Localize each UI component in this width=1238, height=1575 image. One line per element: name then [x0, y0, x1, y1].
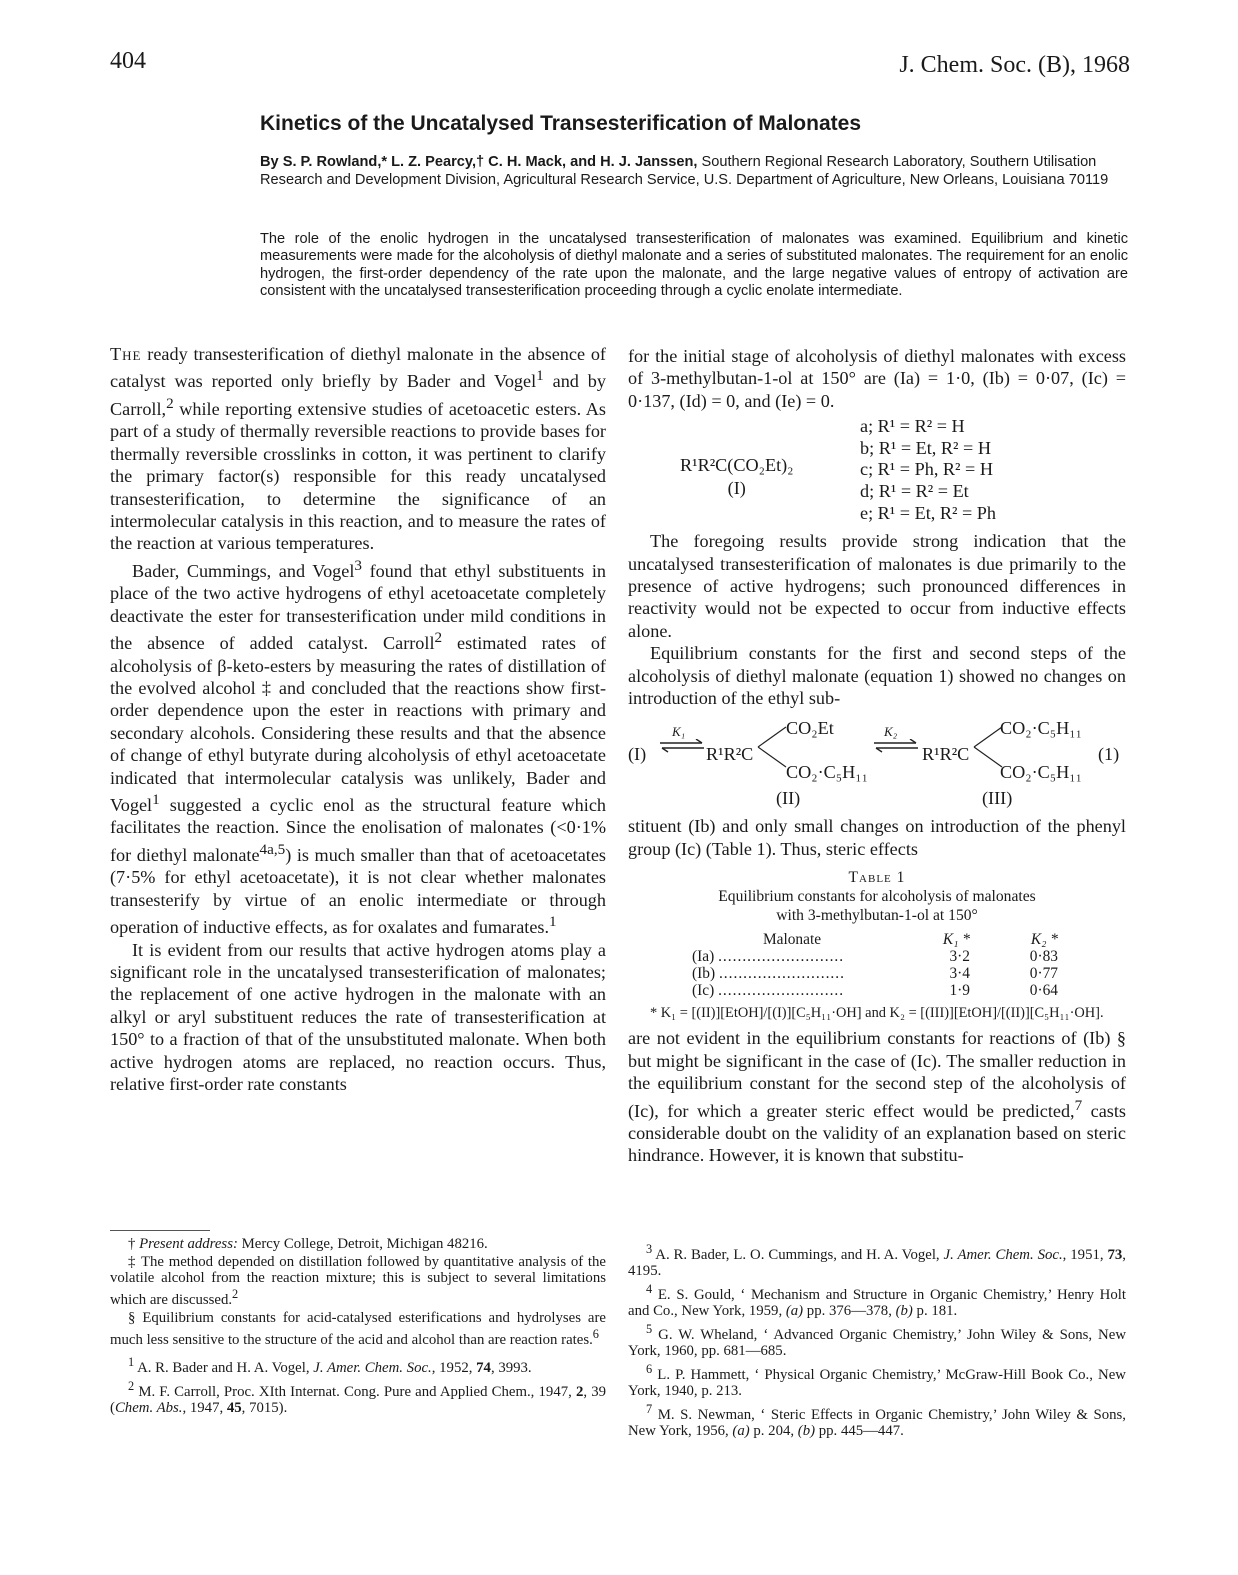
paragraph: It is evident from our results that active hydrogen atoms play a significant role in the uncatalysed transesterification of malonates; the replacement of one active hydrogen in the malonate with an alkyl or aryl substituent reduces the rate of transesterification at 150° to a fraction of that of the unsubstituted malonate. When both active hydrogen atoms are replaced, no reaction occurs. Thus, relative first-order rate constants — [110, 939, 606, 1095]
table-header-row — [688, 931, 1062, 948]
table-cell — [688, 982, 896, 999]
text: 45 — [226, 1399, 242, 1416]
ref-mark: 6 — [592, 1326, 599, 1341]
table-footnote: * K₁ = [(II)][EtOH]/[(I)][C₅H₁₁·OH] and K₂ = [(III)][EtOH]/[(II)][C₅H₁₁·OH]. — [650, 1005, 1104, 1022]
ref-number: 4 — [646, 1281, 653, 1296]
paragraph: Equilibrium constants for the first and second steps of the alcoholysis of diethyl malonate (equation 1) showed no changes on introduction of the ethyl sub- — [628, 643, 1126, 709]
structure-core: R¹R²C — [922, 744, 970, 765]
ref-mark: 2 — [434, 629, 443, 647]
substituent-top: CO₂Et — [786, 718, 834, 739]
text: E. S. Gould, ‘ Mechanism and Structure in Organic Chemistry,’ Henry Holt and Co., New York, 1959, — [628, 1286, 1126, 1319]
equilibrium-arrow-icon — [658, 739, 706, 753]
text: p. 204, — [749, 1422, 798, 1439]
paragraph — [628, 1027, 1126, 1167]
text: G. W. Wheland, ‘ Advanced Organic Chemistry,’ John Wiley & Sons, New York, 1960, pp. 681—685. — [628, 1326, 1126, 1359]
text: (a) — [732, 1422, 750, 1439]
leader-dots: .......................... — [718, 965, 845, 983]
data-table — [688, 931, 1062, 999]
paragraph: The foregoing results provide strong indication that the uncatalysed transesterification of malonates is due primarily to the presence of active hydrogens; such pronounced differences in reactivity would not be expected to occur from inductive effects alone. — [628, 531, 1126, 641]
text: while reporting extensive studies of acetoacetic esters. As part of a study of thermally reversible reactions to provide bases for thermally reversible crosslinks in cotton, it was pertinent to clarify the primary factor(s) responsible for this ready uncatalysed transesterification, to determine the significance of an intermolecular catalysis in this reaction, and to measure the rates of the reaction at various temperatures. — [110, 398, 606, 554]
column-header: K₁ * — [942, 931, 970, 949]
text: 2 — [575, 1383, 584, 1400]
reference — [110, 1378, 606, 1416]
equation-label: (I) — [628, 744, 647, 765]
ref-mark: 2 — [232, 1287, 239, 1301]
lead-word: The — [110, 344, 142, 364]
page-number: 404 — [110, 48, 146, 74]
ref-mark: 7 — [1074, 1096, 1083, 1114]
table-row — [688, 948, 1062, 965]
bond-lines-icon — [756, 725, 790, 769]
right-footnotes — [628, 1241, 1126, 1441]
table-cell: 0·83 — [1029, 948, 1058, 966]
author-block — [260, 153, 1140, 189]
text: , 3993. — [490, 1359, 532, 1376]
by-label: By — [260, 154, 283, 170]
ref-mark: 1 — [549, 913, 557, 931]
table-cell: 0·64 — [1029, 982, 1058, 1000]
row-label: (Ic) — [692, 982, 715, 1000]
text: , 4195. — [628, 1246, 1126, 1279]
text: (b) — [797, 1422, 816, 1439]
ref-mark: 1 — [152, 790, 160, 808]
table-cell — [688, 948, 896, 965]
structure-core: R¹R²C — [706, 744, 754, 765]
substituent-bottom: CO₂·C₅H₁₁ — [786, 762, 868, 783]
text: found that ethyl substituents in place of the two active hydrogens of ethyl acetoacetate completely deactivate the ester for transesterification under mild conditions in the absence of added catalyst. Carroll — [110, 560, 606, 654]
formula-text: R¹R²C(CO₂Et)₂ — [680, 455, 794, 476]
column-header: K₂ * — [1030, 931, 1058, 949]
text: J. Amer. Chem. Soc. — [943, 1246, 1063, 1263]
table-row — [688, 982, 1062, 999]
text: suggested a cyclic enol as the structural feature which facilitates the reaction. Since the enolisation of malonates (<0·1% for diethyl malonate — [110, 795, 606, 865]
ref-number: 5 — [646, 1321, 653, 1336]
structure-label: (III) — [982, 788, 1013, 809]
rate-constant-label: K₂ — [884, 724, 898, 740]
structure-formula — [680, 454, 794, 499]
text: Mercy College, Detroit, Michigan 48216. — [237, 1236, 488, 1252]
substituent-item: a; R¹ = R² = H — [860, 416, 965, 437]
text: p. 181. — [912, 1302, 958, 1319]
footnote — [110, 1254, 606, 1308]
text: A. R. Bader and H. A. Vogel, — [137, 1359, 314, 1376]
text: pp. 376—378, — [803, 1302, 896, 1319]
text: Present address: — [139, 1236, 238, 1252]
column-header: Malonate — [762, 931, 822, 949]
text: , 39 ( — [110, 1383, 606, 1416]
row-label: (Ia) — [692, 948, 715, 966]
equilibrium-arrow-icon — [872, 739, 920, 753]
reference — [628, 1321, 1126, 1359]
reference — [110, 1354, 606, 1376]
ref-number: 1 — [128, 1354, 135, 1369]
paragraph: stituent (Ib) and only small changes on introduction of the phenyl group (Ic) (Table 1). Thus, steric effects — [628, 816, 1126, 859]
text: M. S. Newman, ‘ Steric Effects in Organic Chemistry,’ John Wiley & Sons, New York, 1956, — [628, 1406, 1126, 1439]
reference — [628, 1281, 1126, 1319]
article-title: Kinetics of the Uncatalysed Transesterification of Malonates — [260, 112, 861, 135]
equation-number: (1) — [1098, 744, 1120, 765]
text: 74 — [476, 1359, 491, 1376]
reference — [628, 1241, 1126, 1279]
table-row — [688, 965, 1062, 982]
substituent-item: d; R¹ = R² = Et — [860, 481, 969, 501]
table-cell: 0·77 — [1029, 965, 1058, 983]
author-names: S. P. Rowland,* L. Z. Pearcy,† C. H. Mack, and H. J. Janssen, — [282, 154, 698, 170]
text: (a) — [785, 1302, 804, 1319]
text: (b) — [895, 1302, 913, 1319]
substituent-item: b; R¹ = Et, R² = H — [860, 437, 991, 458]
text: are not evident in the equilibrium constants for reactions of (Ib) § but might be significant in the case of (Ic). The smaller reduction in the equilibrium constant for the second step of the alcoholysis of (Ic), for which a greater steric effect would be predicted, — [628, 1028, 1126, 1121]
table-caption: Equilibrium constants for alcoholysis of malonates — [718, 888, 1036, 906]
text: Bader, Cummings, and Vogel — [132, 560, 355, 581]
table-cell: 3·2 — [949, 948, 970, 966]
text: † — [128, 1236, 140, 1252]
row-label: (Ib) — [692, 965, 716, 983]
ref-mark: 1 — [536, 367, 544, 385]
table-1 — [628, 868, 1126, 1021]
text: casts considerable doubt on the validity of an explanation based on steric hindrance. However, it is known that substitu- — [628, 1100, 1127, 1166]
text: 73 — [1107, 1246, 1123, 1263]
ref-number: 6 — [646, 1361, 653, 1376]
text: A. R. Bader, L. O. Cummings, and H. A. Vogel, — [655, 1246, 944, 1263]
leader-dots: .......................... — [718, 948, 845, 966]
equation-1 — [628, 717, 1126, 813]
left-footnotes — [110, 1236, 606, 1418]
abstract: The role of the enolic hydrogen in the uncatalysed transesterification of malonates was examined. Equilibrium and kinetic measurements were made for the alcoholysis of diethyl malonate and a series of substituted malonates. The requirement for an enolic hydrogen, the first-order dependency of the rate upon the malonate, and the large negative values of entropy of activation are consistent with the uncatalysed transesterification proceeding through a cyclic enolate intermediate. — [260, 231, 1128, 300]
ref-mark: 4a,5 — [259, 840, 286, 858]
text: , 1947, — [182, 1399, 227, 1416]
table-caption: with 3-methylbutan-1-ol at 150° — [776, 907, 978, 925]
footnote-rule — [110, 1230, 210, 1231]
text: L. P. Hammett, ‘ Physical Organic Chemistry,’ McGraw-Hill Book Co., New York, 1940, p. 213. — [628, 1366, 1126, 1399]
text: Chem. Abs. — [114, 1399, 183, 1416]
text: pp. 445—447. — [815, 1422, 904, 1439]
substituent-list — [860, 416, 996, 524]
paragraph — [110, 343, 606, 555]
left-column — [110, 343, 606, 1095]
footnote — [110, 1310, 606, 1348]
text: , 1952, — [431, 1359, 477, 1376]
text: estimated rates of alcoholysis of β-keto-esters by measuring the rates of distillation of the evolved alcohol ‡ and concluded that the reactions show first-order dependence upon the ester in reactions with primary and secondary alcohols. Considering these results and that the absence of change of ethyl butyrate during alcoholysis of ethyl acetoacetate indicated that intermolecular catalysis was unlikely, Bader and Vogel — [110, 633, 606, 816]
substituent-item: e; R¹ = Et, R² = Ph — [860, 502, 997, 523]
table-cell: 1·9 — [949, 982, 970, 1000]
ref-mark: 2 — [166, 394, 174, 412]
ref-number: 2 — [128, 1378, 135, 1393]
ref-number: 3 — [646, 1242, 653, 1256]
paragraph: for the initial stage of alcoholysis of diethyl malonates with excess of 3-methylbutan-1-ol at 150° are (Ia) = 1·0, (Ib) = 0·07, (Ic) = 0·137, (Id) = 0, and (Ie) = 0. — [628, 346, 1126, 411]
formula-label: (I) — [727, 477, 746, 498]
affiliation: Southern Regional Research Laboratory, Southern Utilisation Research and Development Division, Agricultural Research Service, U.S. Department of Agriculture, New Orleans, Louisiana 70119 — [260, 154, 1109, 188]
table-cell: 3·4 — [949, 965, 970, 983]
reference — [628, 1361, 1126, 1399]
structure-label: (II) — [776, 788, 801, 809]
paragraph — [110, 555, 606, 939]
text: ) is much smaller than that of acetoacetates (7·5% for ethyl acetoacetate), it is not clear whether malonates transesterify by virtue of an enolic intermediate or through operation of inductive effects, as for oxalates and fumarates. — [110, 844, 606, 938]
substituent-bottom: CO₂·C₅H₁₁ — [1000, 762, 1082, 783]
ref-number: 7 — [646, 1401, 653, 1416]
substituent-top: CO₂·C₅H₁₁ — [1000, 718, 1082, 739]
ref-mark: 3 — [354, 556, 362, 574]
text: ready transesterification of diethyl malonate in the absence of catalyst was reported only briefly by Bader and Vogel — [110, 344, 606, 392]
reference — [628, 1401, 1126, 1439]
text: ‡ The method depended on distillation followed by quantitative analysis of the volatile alcohol from the reaction mixture; this is subject to several limitations which are discussed. — [110, 1254, 606, 1308]
text: , 1951, — [1062, 1246, 1108, 1263]
table-label: Table 1 — [848, 869, 906, 887]
rate-constant-label: K₁ — [672, 724, 686, 740]
structure-formula-block — [628, 416, 1126, 524]
text: § Equilibrium constants for acid-catalysed esterifications and hydrolyses are much less sensitive to the structure of the acid and alcohol than are reaction rates. — [110, 1309, 606, 1348]
footnote — [110, 1236, 606, 1252]
substituent-item: c; R¹ = Ph, R² = H — [860, 459, 993, 480]
right-column — [628, 345, 1126, 1167]
running-head: J. Chem. Soc. (B), 1968 — [899, 52, 1130, 78]
text: J. Amer. Chem. Soc. — [313, 1359, 432, 1376]
text: M. F. Carroll, Proc. XIth Internat. Cong. Pure and Applied Chem., 1947, — [138, 1383, 576, 1400]
text: and by Carroll, — [110, 371, 606, 419]
text: , 7015). — [241, 1399, 288, 1416]
leader-dots: .......................... — [718, 982, 845, 1000]
table-cell — [688, 965, 896, 982]
